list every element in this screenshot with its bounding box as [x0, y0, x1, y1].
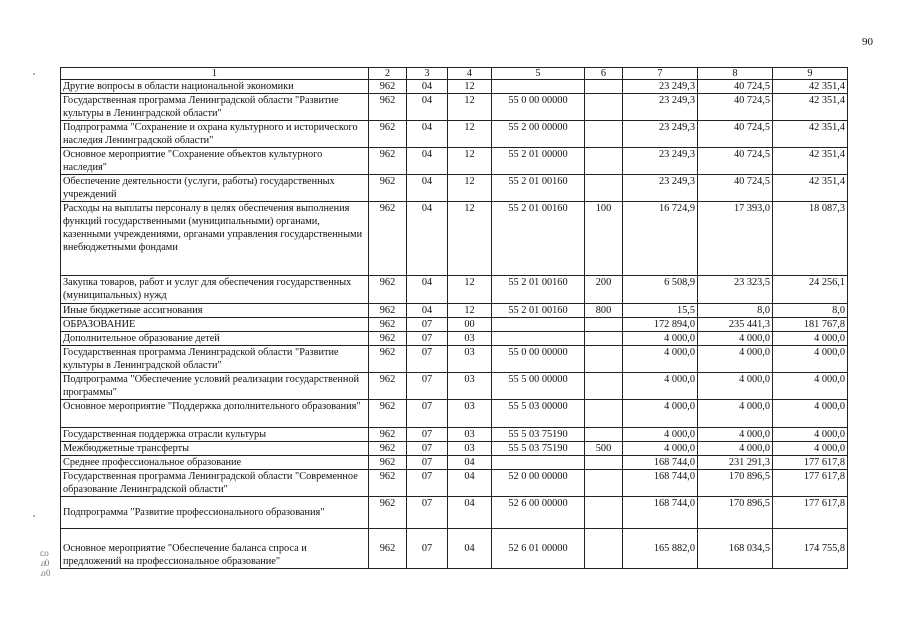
- row-name-cell: Государственная программа Ленинградской области "Современное образование Ленинградской области": [61, 470, 369, 497]
- subsection-cell: 04: [448, 456, 492, 470]
- section-cell: 07: [407, 529, 448, 569]
- expense-type-cell: [585, 529, 623, 569]
- amount-cell: 4 000,0: [698, 346, 773, 373]
- subsection-cell: 12: [448, 148, 492, 175]
- target-article-cell: 55 0 00 00000: [492, 94, 585, 121]
- header-cell: 6: [585, 68, 623, 80]
- row-name-cell: Межбюджетные трансферты: [61, 442, 369, 456]
- code-cell: 962: [369, 276, 407, 304]
- code-cell: 962: [369, 175, 407, 202]
- section-cell: 04: [407, 202, 448, 276]
- amount-cell: 8,0: [773, 304, 848, 318]
- amount-cell: 4 000,0: [623, 346, 698, 373]
- subsection-cell: 12: [448, 94, 492, 121]
- amount-cell: 15,5: [623, 304, 698, 318]
- section-cell: 04: [407, 175, 448, 202]
- code-cell: 962: [369, 442, 407, 456]
- code-cell: 962: [369, 529, 407, 569]
- amount-cell: 4 000,0: [698, 442, 773, 456]
- amount-cell: 4 000,0: [773, 442, 848, 456]
- amount-cell: 181 767,8: [773, 318, 848, 332]
- amount-cell: 42 351,4: [773, 175, 848, 202]
- amount-cell: 42 351,4: [773, 121, 848, 148]
- expense-type-cell: [585, 400, 623, 428]
- table-row: [61, 442, 848, 456]
- target-article-cell: 55 5 03 00000: [492, 400, 585, 428]
- header-cell: 7: [623, 68, 698, 80]
- amount-cell: 177 617,8: [773, 456, 848, 470]
- header-cell: 1: [61, 68, 369, 80]
- expense-type-cell: [585, 346, 623, 373]
- amount-cell: 40 724,5: [698, 175, 773, 202]
- target-article-cell: 55 5 03 75190: [492, 428, 585, 442]
- amount-cell: 23 323,5: [698, 276, 773, 304]
- row-name-cell: Государственная программа Ленинградской области "Развитие культуры в Ленинградской области": [61, 346, 369, 373]
- side-mark-text: с.о .о0 .о 0: [40, 548, 50, 578]
- section-cell: 07: [407, 373, 448, 400]
- amount-cell: 42 351,4: [773, 80, 848, 94]
- subsection-cell: 00: [448, 318, 492, 332]
- table-row: [61, 121, 848, 148]
- table-row: [61, 456, 848, 470]
- amount-cell: 24 256,1: [773, 276, 848, 304]
- table-row: [61, 318, 848, 332]
- amount-cell: 231 291,3: [698, 456, 773, 470]
- row-name-cell: Основное мероприятие "Поддержка дополнительного образования": [61, 400, 369, 428]
- amount-cell: 168 744,0: [623, 497, 698, 529]
- amount-cell: 23 249,3: [623, 80, 698, 94]
- expense-type-cell: [585, 497, 623, 529]
- expense-type-cell: [585, 94, 623, 121]
- expense-type-cell: [585, 80, 623, 94]
- table-row: [61, 202, 848, 276]
- header-cell: 2: [369, 68, 407, 80]
- expense-type-cell: [585, 456, 623, 470]
- table-row: [61, 373, 848, 400]
- code-cell: 962: [369, 456, 407, 470]
- expense-type-cell: [585, 175, 623, 202]
- header-cell: 9: [773, 68, 848, 80]
- amount-cell: 170 896,5: [698, 470, 773, 497]
- code-cell: 962: [369, 346, 407, 373]
- amount-cell: 40 724,5: [698, 80, 773, 94]
- subsection-cell: 03: [448, 332, 492, 346]
- target-article-cell: 55 2 00 00000: [492, 121, 585, 148]
- code-cell: 962: [369, 428, 407, 442]
- table-row: [61, 400, 848, 428]
- section-cell: 07: [407, 442, 448, 456]
- header-cell: 4: [448, 68, 492, 80]
- amount-cell: 4 000,0: [698, 332, 773, 346]
- target-article-cell: [492, 332, 585, 346]
- section-cell: 04: [407, 80, 448, 94]
- expense-type-cell: [585, 332, 623, 346]
- row-name-cell: Дополнительное образование детей: [61, 332, 369, 346]
- table-row: [61, 428, 848, 442]
- amount-cell: 4 000,0: [698, 400, 773, 428]
- expense-type-cell: 200: [585, 276, 623, 304]
- amount-cell: 4 000,0: [773, 400, 848, 428]
- amount-cell: 168 034,5: [698, 529, 773, 569]
- amount-cell: 4 000,0: [623, 332, 698, 346]
- table-row: [61, 529, 848, 569]
- amount-cell: 172 894,0: [623, 318, 698, 332]
- expense-type-cell: 100: [585, 202, 623, 276]
- target-article-cell: 52 6 00 00000: [492, 497, 585, 529]
- subsection-cell: 12: [448, 175, 492, 202]
- amount-cell: 4 000,0: [623, 442, 698, 456]
- amount-cell: 23 249,3: [623, 175, 698, 202]
- row-name-cell: Иные бюджетные ассигнования: [61, 304, 369, 318]
- table-row: [61, 304, 848, 318]
- section-cell: 07: [407, 332, 448, 346]
- amount-cell: 23 249,3: [623, 148, 698, 175]
- amount-cell: 17 393,0: [698, 202, 773, 276]
- amount-cell: 174 755,8: [773, 529, 848, 569]
- amount-cell: 8,0: [698, 304, 773, 318]
- amount-cell: 165 882,0: [623, 529, 698, 569]
- target-article-cell: 55 2 01 00160: [492, 304, 585, 318]
- row-name-cell: Государственная программа Ленинградской области "Развитие культуры в Ленинградской области": [61, 94, 369, 121]
- subsection-cell: 12: [448, 276, 492, 304]
- section-cell: 07: [407, 497, 448, 529]
- page-number: 90: [862, 36, 873, 48]
- expense-type-cell: [585, 148, 623, 175]
- subsection-cell: 03: [448, 346, 492, 373]
- amount-cell: 4 000,0: [623, 400, 698, 428]
- row-name-cell: Другие вопросы в области национальной экономики: [61, 80, 369, 94]
- subsection-cell: 12: [448, 80, 492, 94]
- section-cell: 07: [407, 456, 448, 470]
- amount-cell: 170 896,5: [698, 497, 773, 529]
- expense-type-cell: 500: [585, 442, 623, 456]
- code-cell: 962: [369, 400, 407, 428]
- table-row: [61, 346, 848, 373]
- subsection-cell: 12: [448, 304, 492, 318]
- subsection-cell: 03: [448, 373, 492, 400]
- target-article-cell: 52 6 01 00000: [492, 529, 585, 569]
- amount-cell: 18 087,3: [773, 202, 848, 276]
- row-name-cell: Закупка товаров, работ и услуг для обеспечения государственных (муниципальных) нужд: [61, 276, 369, 304]
- section-cell: 07: [407, 318, 448, 332]
- subsection-cell: 03: [448, 442, 492, 456]
- amount-cell: 23 249,3: [623, 94, 698, 121]
- code-cell: 962: [369, 373, 407, 400]
- target-article-cell: 55 2 01 00160: [492, 276, 585, 304]
- row-name-cell: Расходы на выплаты персоналу в целях обеспечения выполнения функций государственными (муниципальными) органами, казенными учреждениями, органами управления государственными внебюджетными фондами: [61, 202, 369, 276]
- amount-cell: 168 744,0: [623, 456, 698, 470]
- amount-cell: 40 724,5: [698, 94, 773, 121]
- table-row: [61, 497, 848, 529]
- section-cell: 04: [407, 148, 448, 175]
- table-row: [61, 148, 848, 175]
- expense-type-cell: [585, 470, 623, 497]
- section-cell: 04: [407, 304, 448, 318]
- header-row: [61, 68, 848, 80]
- table-row: [61, 80, 848, 94]
- header-cell: 3: [407, 68, 448, 80]
- table-row: [61, 332, 848, 346]
- subsection-cell: 04: [448, 497, 492, 529]
- section-cell: 07: [407, 470, 448, 497]
- amount-cell: 40 724,5: [698, 121, 773, 148]
- section-cell: 04: [407, 94, 448, 121]
- expense-type-cell: [585, 121, 623, 148]
- section-cell: 04: [407, 121, 448, 148]
- header-cell: 5: [492, 68, 585, 80]
- scan-speck: [33, 515, 35, 517]
- expense-type-cell: [585, 428, 623, 442]
- table-row: [61, 470, 848, 497]
- target-article-cell: 55 0 00 00000: [492, 346, 585, 373]
- code-cell: 962: [369, 202, 407, 276]
- code-cell: 962: [369, 332, 407, 346]
- amount-cell: 4 000,0: [623, 428, 698, 442]
- code-cell: 962: [369, 80, 407, 94]
- amount-cell: 4 000,0: [698, 373, 773, 400]
- expense-type-cell: [585, 373, 623, 400]
- row-name-cell: Обеспечение деятельности (услуги, работы) государственных учреждений: [61, 175, 369, 202]
- row-name-cell: Государственная поддержка отрасли культуры: [61, 428, 369, 442]
- amount-cell: 16 724,9: [623, 202, 698, 276]
- code-cell: 962: [369, 470, 407, 497]
- target-article-cell: 55 5 03 75190: [492, 442, 585, 456]
- row-name-cell: ОБРАЗОВАНИЕ: [61, 318, 369, 332]
- row-name-cell: Основное мероприятие "Сохранение объектов культурного наследия": [61, 148, 369, 175]
- table-row: [61, 94, 848, 121]
- row-name-cell: Среднее профессиональное образование: [61, 456, 369, 470]
- amount-cell: 40 724,5: [698, 148, 773, 175]
- scan-speck: [33, 73, 35, 75]
- amount-cell: 42 351,4: [773, 148, 848, 175]
- target-article-cell: [492, 318, 585, 332]
- row-name-cell: Подпрограмма "Обеспечение условий реализации государственной программы": [61, 373, 369, 400]
- expense-type-cell: [585, 318, 623, 332]
- amount-cell: 4 000,0: [773, 373, 848, 400]
- code-cell: 962: [369, 148, 407, 175]
- amount-cell: 4 000,0: [773, 428, 848, 442]
- section-cell: 04: [407, 276, 448, 304]
- amount-cell: 235 441,3: [698, 318, 773, 332]
- subsection-cell: 12: [448, 202, 492, 276]
- expense-type-cell: 800: [585, 304, 623, 318]
- amount-cell: 4 000,0: [773, 346, 848, 373]
- target-article-cell: [492, 456, 585, 470]
- row-name-cell: Подпрограмма "Развитие профессионального образования": [61, 497, 369, 529]
- header-cell: 8: [698, 68, 773, 80]
- row-name-cell: Основное мероприятие "Обеспечение баланса спроса и предложений на профессиональное образование": [61, 529, 369, 569]
- section-cell: 07: [407, 400, 448, 428]
- target-article-cell: [492, 80, 585, 94]
- amount-cell: 42 351,4: [773, 94, 848, 121]
- subsection-cell: 12: [448, 121, 492, 148]
- code-cell: 962: [369, 318, 407, 332]
- amount-cell: 4 000,0: [623, 373, 698, 400]
- target-article-cell: 52 0 00 00000: [492, 470, 585, 497]
- scan-margin-mark: [40, 548, 50, 578]
- table-row: [61, 276, 848, 304]
- target-article-cell: 55 2 01 00160: [492, 202, 585, 276]
- amount-cell: 177 617,8: [773, 497, 848, 529]
- target-article-cell: 55 2 01 00160: [492, 175, 585, 202]
- subsection-cell: 03: [448, 428, 492, 442]
- code-cell: 962: [369, 304, 407, 318]
- amount-cell: 168 744,0: [623, 470, 698, 497]
- table-row: [61, 175, 848, 202]
- subsection-cell: 04: [448, 529, 492, 569]
- amount-cell: 177 617,8: [773, 470, 848, 497]
- section-cell: 07: [407, 428, 448, 442]
- target-article-cell: 55 5 00 00000: [492, 373, 585, 400]
- code-cell: 962: [369, 497, 407, 529]
- budget-table: [60, 67, 848, 569]
- subsection-cell: 03: [448, 400, 492, 428]
- code-cell: 962: [369, 94, 407, 121]
- target-article-cell: 55 2 01 00000: [492, 148, 585, 175]
- section-cell: 07: [407, 346, 448, 373]
- subsection-cell: 04: [448, 470, 492, 497]
- amount-cell: 4 000,0: [773, 332, 848, 346]
- amount-cell: 23 249,3: [623, 121, 698, 148]
- code-cell: 962: [369, 121, 407, 148]
- amount-cell: 6 508,9: [623, 276, 698, 304]
- row-name-cell: Подпрограмма "Сохранение и охрана культурного и исторического наследия Ленинградской области": [61, 121, 369, 148]
- amount-cell: 4 000,0: [698, 428, 773, 442]
